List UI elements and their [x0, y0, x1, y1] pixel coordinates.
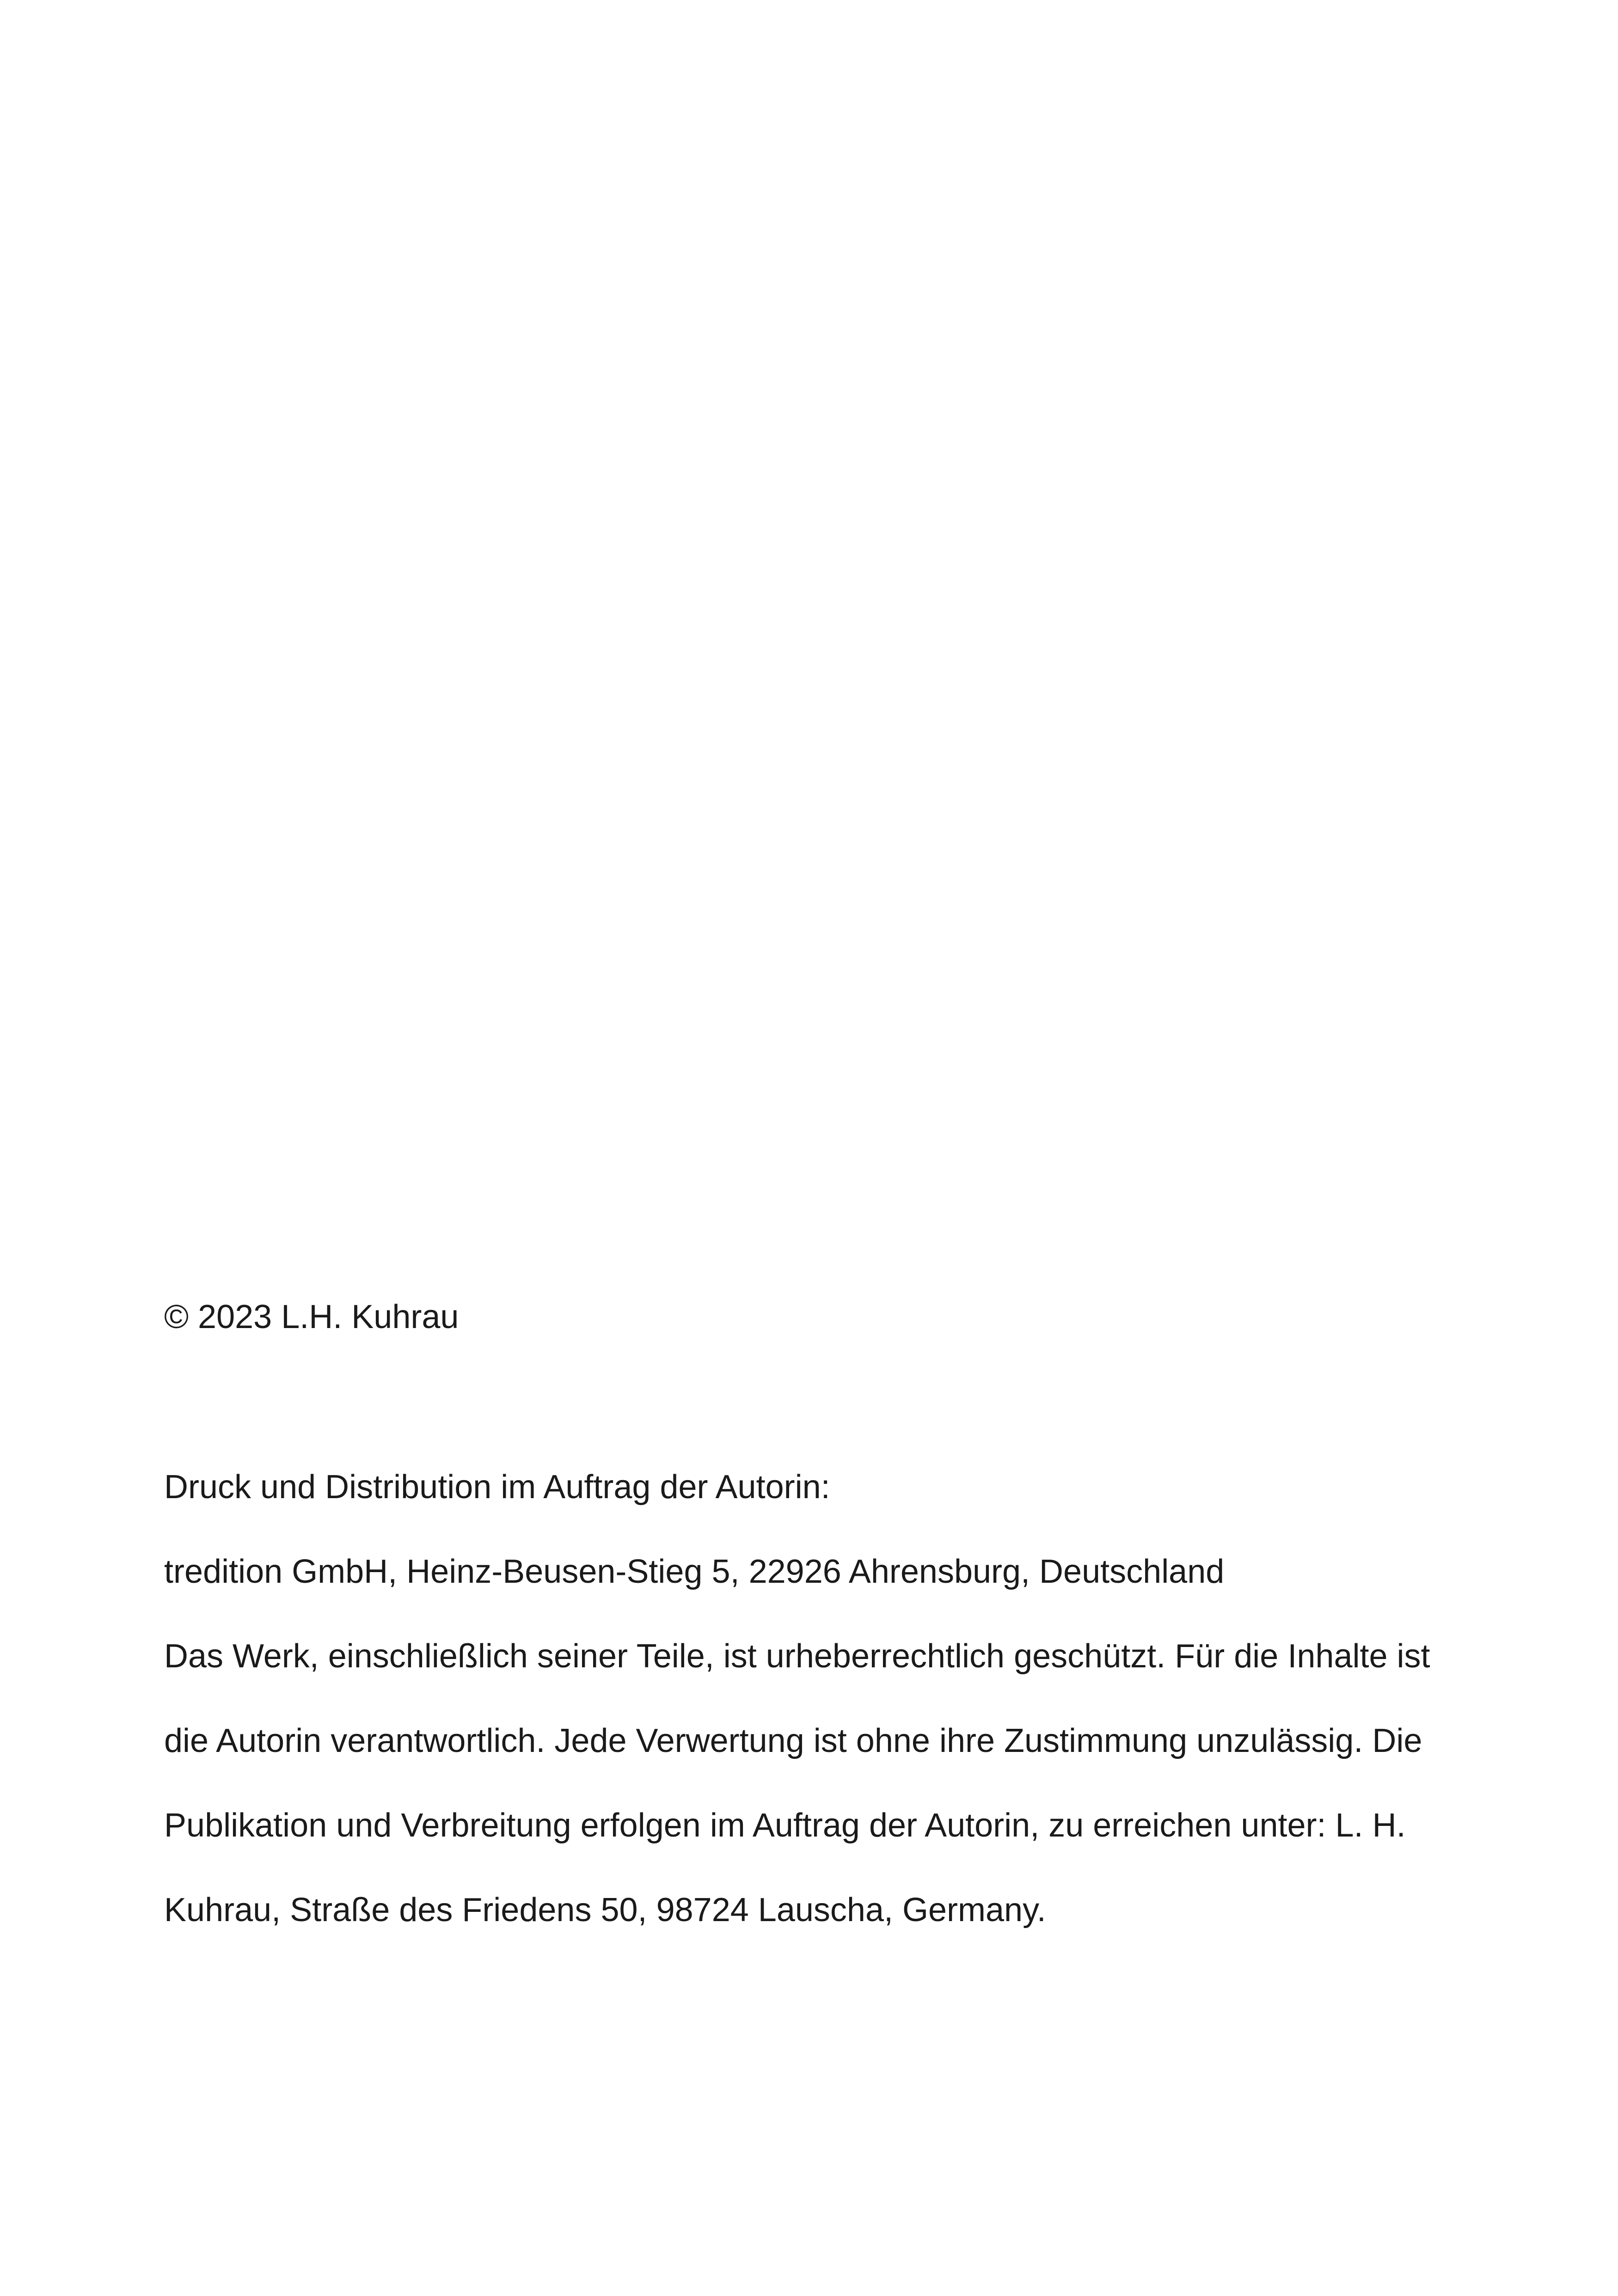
imprint-author-address: Kuhrau, Straße des Friedens 50, 98724 Lauscha, Germany.	[164, 1892, 1046, 1929]
imprint-print-distribution: Druck und Distribution im Auftrag der Autorin:	[164, 1469, 830, 1506]
imprint-block	[164, 1290, 1468, 1967]
copyright-line: © 2023 L.H. Kuhrau	[164, 1298, 459, 1335]
imprint-publication-notice: Publikation und Verbreitung erfolgen im Auftrag der Autorin, zu erreichen unter: L. H.	[164, 1807, 1406, 1844]
imprint-copyright-notice: Das Werk, einschließlich seiner Teile, ist urheberrechtlich geschützt. Für die Inhalte ist	[164, 1638, 1430, 1675]
imprint-responsibility-notice: die Autorin verantwortlich. Jede Verwertung ist ohne ihre Zustimmung unzulässig. Die	[164, 1722, 1422, 1759]
imprint-publisher-address: tredition GmbH, Heinz-Beusen-Stieg 5, 22926 Ahrensburg, Deutschland	[164, 1553, 1225, 1590]
